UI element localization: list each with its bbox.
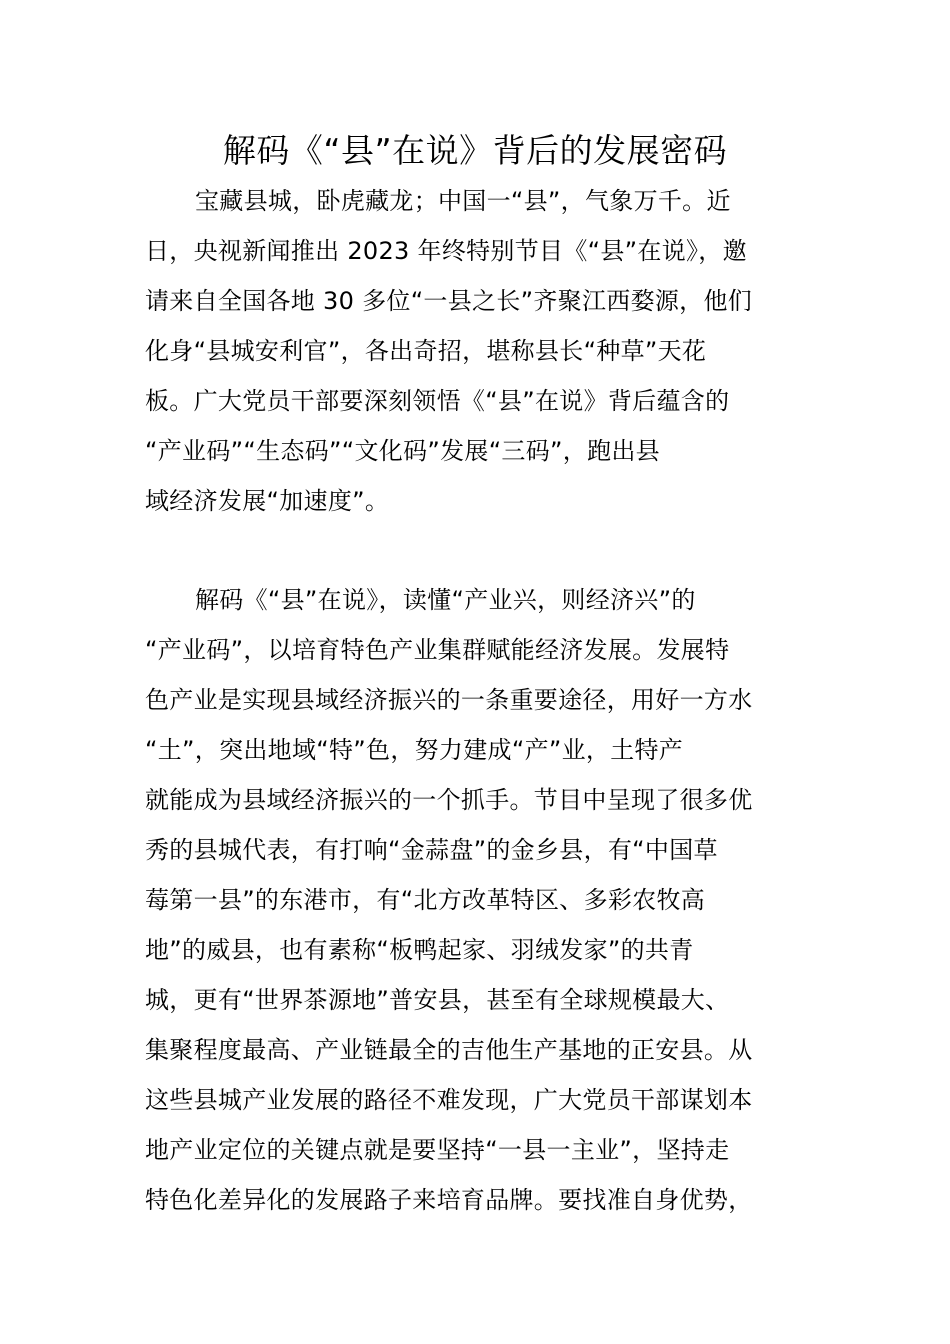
paragraph-2 — [145, 575, 807, 1225]
paragraph-line: 莓第一县”的东港市，有“北方改革特区、多彩农牧高 — [145, 886, 706, 914]
paragraph-line: 板。广大党员干部要深刻领悟《“县”在说》背后蕴含的 — [145, 387, 730, 415]
paragraph-line: 化身“县城安利官”，各出奇招，堪称县长“种草”天花 — [145, 337, 707, 365]
paragraph-line: 解码《“县”在说》，读懂“产业兴，则经济兴”的 — [195, 586, 696, 614]
paragraph-line: 集聚程度最高、产业链最全的吉他生产基地的正安县。从 — [145, 1036, 753, 1064]
paragraph-1 — [145, 176, 807, 526]
paragraph-line: 这些县城产业发展的路径不难发现，广大党员干部谋划本 — [145, 1086, 753, 1114]
paragraph-line: 宝藏县城，卧虎藏龙；中国一“县”，气象万千。近 — [195, 187, 731, 215]
paragraph-line: 域经济发展“加速度”。 — [145, 487, 390, 515]
paragraph-line: 请来自全国各地 30 多位“一县之长”齐聚江西婺源，他们 — [145, 287, 753, 315]
paragraph-line: “产业码”“生态码”“文化码”发展“三码”，跑出县 — [145, 437, 660, 465]
paragraph-line: 色产业是实现县域经济振兴的一条重要途径，用好一方水 — [145, 686, 753, 714]
paragraph-line: 地产业定位的关键点就是要坚持“一县一主业”，坚持走 — [145, 1136, 730, 1164]
paragraph-line: 日，央视新闻推出 2023 年终特别节目《“县”在说》，邀 — [145, 237, 747, 265]
paragraph-line: “产业码”，以培育特色产业集群赋能经济发展。发展特 — [145, 636, 730, 664]
paragraph-line: 特色化差异化的发展路子来培育品牌。要找准自身优势， — [145, 1186, 753, 1214]
paragraph-line: 城，更有“世界茶源地”普安县，甚至有全球规模最大、 — [145, 986, 730, 1014]
paragraph-line: “土”，突出地域“特”色，努力建成“产”业，土特产 — [145, 736, 684, 764]
paragraph-line: 就能成为县域经济振兴的一个抓手。节目中呈现了很多优 — [145, 786, 753, 814]
paragraph-line: 秀的县城代表，有打响“金蒜盘”的金乡县，有“中国草 — [145, 836, 718, 864]
paragraph-line: 地”的威县，也有素称“板鸭起家、羽绒发家”的共青 — [145, 936, 694, 964]
document-title: 解码《“县”在说》背后的发展密码 — [222, 131, 728, 170]
